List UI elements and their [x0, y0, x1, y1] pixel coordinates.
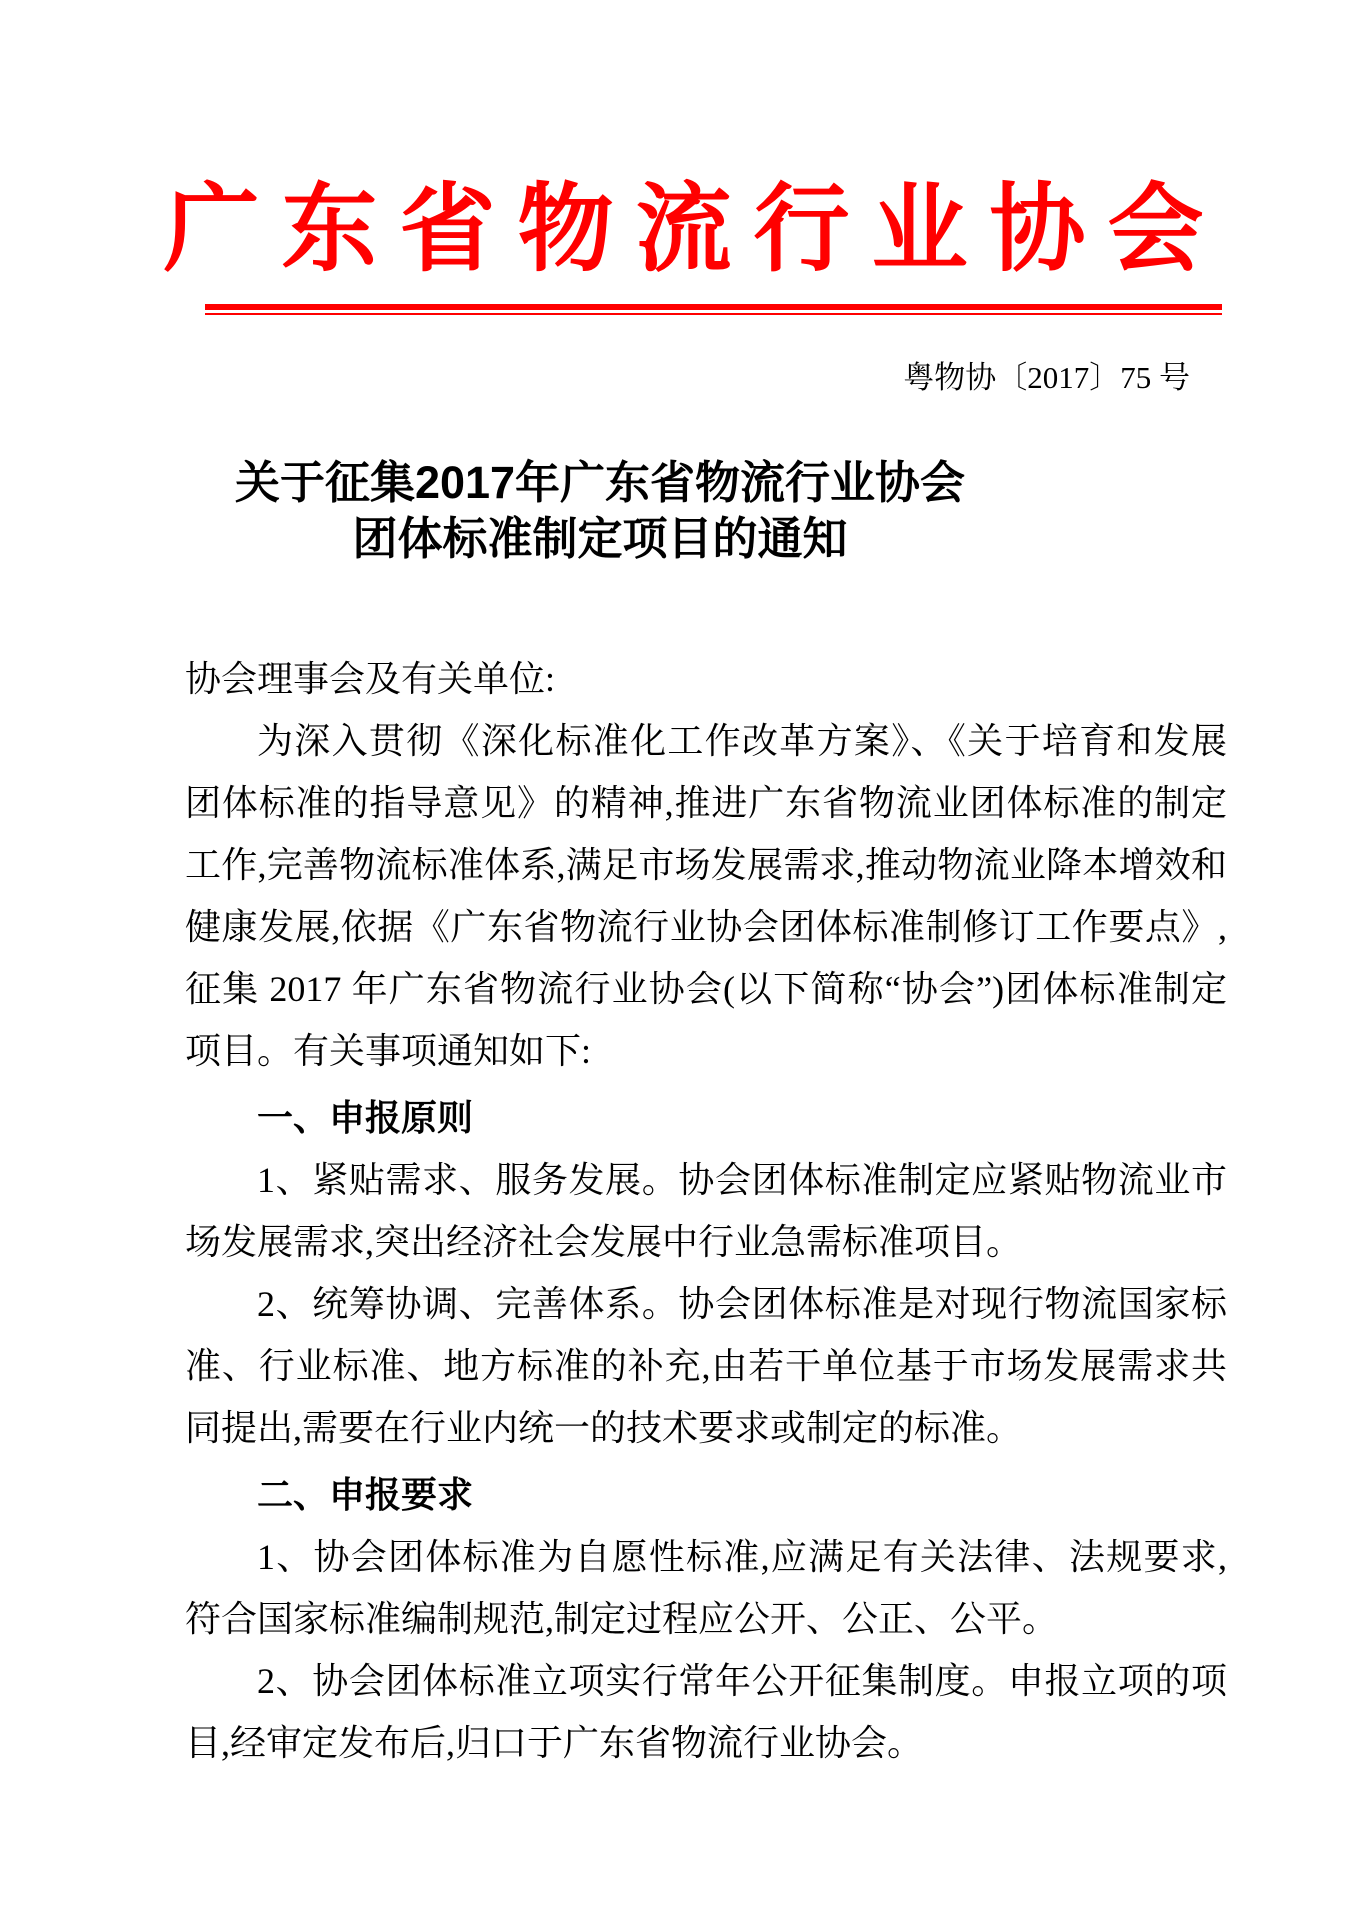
body-paragraph: 为深入贯彻《深化标准化工作改革方案》、《关于培育和发展团体标准的指导意见》的精神,推进广东省物流业团体标准的制定工作,完善物流标准体系,满足市场发展需求,推动物流业降本增效和健康发展,依据《广东省物流行业协会团体标准制修订工作要点》,征集 2017 年广东省物流行业协会(以下简称“协会”)团体标准制定项目。有关事项通知如下: [185, 721, 1227, 1071]
body-paragraph: 2、统筹协调、完善体系。协会团体标准是对现行物流国家标准、行业标准、地方标准的补充,由若干单位基于市场发展需求共同提出,需要在行业内统一的技术要求或制定的标准。 [185, 1284, 1227, 1448]
body-paragraph: 1、协会团体标准为自愿性标准,应满足有关法律、法规要求,符合国家标准编制规范,制定过程应公开、公正、公平。 [185, 1537, 1227, 1639]
document-body [185, 648, 1227, 1774]
document-title-line-1: 关于征集2017年广东省物流行业协会 [234, 457, 966, 508]
document-number: 粤物协〔2017〕75 号 [903, 360, 1190, 395]
red-divider [205, 304, 1222, 315]
salutation: 协会理事会及有关单位: [185, 659, 556, 699]
body-paragraph: 2、协会团体标准立项实行常年公开征集制度。申报立项的项目,经审定发布后,归口于广东省物流行业协会。 [185, 1661, 1227, 1763]
org-name-header: 广东省物流行业协会 [163, 176, 1226, 283]
document-title-line-2: 团体标准制定项目的通知 [352, 513, 848, 564]
document-title [165, 455, 1035, 567]
section-heading-1: 一、申报原则 [257, 1097, 474, 1138]
red-divider-thick-line [205, 304, 1222, 310]
section-heading-2: 二、申报要求 [257, 1474, 474, 1515]
red-divider-thin-line [205, 313, 1222, 315]
body-paragraph: 1、紧贴需求、服务发展。协会团体标准制定应紧贴物流业市场发展需求,突出经济社会发展中行业急需标准项目。 [185, 1160, 1227, 1262]
